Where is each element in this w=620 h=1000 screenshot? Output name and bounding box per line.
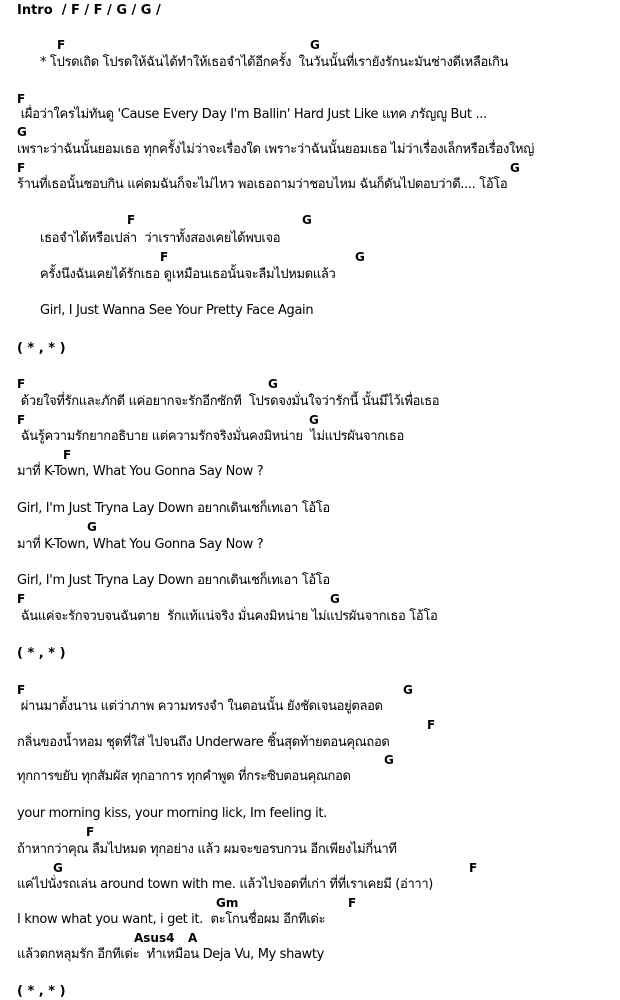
lyric-line: มาที่ K-Town, What You Gonna Say Now ? <box>17 537 264 552</box>
chord-g: G <box>309 413 319 427</box>
chord-g: G <box>268 377 278 391</box>
lyric-line: แล้วตกหลุมรัก อีกทีเด่ะ ทำเหมือน Deja Vu, My shawty <box>17 947 324 962</box>
chord-g: G <box>302 213 312 227</box>
lyric-line: ผ่านมาตั้งนาน แต่ว่าภาพ ความทรงจำ ในตอนนั้น ยังชัดเจนอยู่ตลอด <box>17 699 383 714</box>
chord-g: G <box>330 592 340 606</box>
chord-f: F <box>427 718 436 732</box>
chord-f: F <box>127 213 136 227</box>
lyric-line: ด้วยใจที่รักและภักดี แค่อยากจะรักอีกซักที โปรดจงมั่นใจว่ารักนี้ นั้นมีไว้เพื่อเธอ <box>17 394 440 409</box>
lyric-line: เผื่อว่าใครไม่ทันดู 'Cause Every Day I'm Ballin' Hard Just Like แทค ภรัญญู But ... <box>17 107 487 122</box>
chord-f: F <box>57 38 66 52</box>
chord-gm: Gm <box>216 896 239 910</box>
chord-asus4: Asus4 <box>134 931 175 945</box>
chord-g: G <box>53 861 63 875</box>
lyric-line: I know what you want, i get it. ตะโกนชื่อผม อีกทีเด่ะ <box>17 912 326 927</box>
chorus-repeat-marker: ( * , * ) <box>17 646 66 661</box>
chord-f: F <box>348 896 357 910</box>
intro-line: Intro / F / F / G / G / <box>17 3 161 18</box>
chord-g: G <box>384 753 394 767</box>
lyric-line: ฉันแค่จะรักจวบจนฉันตาย รักแท้แน่จริง มั่นคงมิหน่าย ไม่แปรผันจากเธอ โอ้โอ <box>17 609 438 624</box>
lyric-line: ฉันรู้ความรักยากอธิบาย แต่ความรักจริงมั่นคงมิหน่าย ไม่แปรผันจากเธอ <box>17 429 404 444</box>
chord-f: F <box>17 683 26 697</box>
chord-f: F <box>160 250 169 264</box>
lyric-line: * โปรดเถิด โปรดให้ฉันได้ทำให้เธอจำได้อีกครั้ง ในวันนั้นที่เรายังรักนะมันช่างดีเหลือเกิน <box>40 55 509 70</box>
lyric-line: มาที่ K-Town, What You Gonna Say Now ? <box>17 464 264 479</box>
chord-f: F <box>17 377 26 391</box>
lyric-line: เธอจำได้หรือเปล่า ว่าเราทั้งสองเคยได้พบเจอ <box>40 231 281 246</box>
chord-f: F <box>17 413 26 427</box>
lyric-line: Girl, I'm Just Tryna Lay Down อยากเดินเชก็เทเอา โอ้โอ <box>17 573 330 588</box>
chord-f: F <box>17 92 26 106</box>
lyric-line: ทุกการขยับ ทุกสัมผัส ทุกอาการ ทุกคำพูด ที่กระซิบตอนคุณกอด <box>17 769 351 784</box>
lyric-line: Girl, I Just Wanna See Your Pretty Face Again <box>40 303 314 318</box>
lyric-line: ถ้าหากว่าคุณ ลืมไปหมด ทุกอย่าง แล้ว ผมจะขอรบกวน อีกเพียงไม่กี่นาที <box>17 842 397 857</box>
lyric-line: Girl, I'm Just Tryna Lay Down อยากเดินเชก็เทเอา โอ้โอ <box>17 501 330 516</box>
chord-g: G <box>355 250 365 264</box>
lyric-line: เพราะว่าฉันนั้นยอมเธอ ทุกครั้งไม่ว่าจะเรื่องใด เพราะว่าฉันนั้นยอมเธอ ไม่ว่าเรื่องเล็กหรือเรื่องใหญ่ <box>17 142 534 157</box>
lyric-line: your morning kiss, your morning lick, Im feeling it. <box>17 806 327 821</box>
chorus-repeat-marker: ( * , * ) <box>17 341 66 356</box>
chord-a: A <box>188 931 198 945</box>
chord-g: G <box>403 683 413 697</box>
lyric-line: ร้านที่เธอนั้นชอบกิน แค่ดมฉันก็จะไม่ไหว พอเธอถามว่าชอบไหม ฉันก็ดันไปตอบว่าดี.... โอ้โอ <box>17 177 508 192</box>
lyric-line: ครั้งนึงฉันเคยได้รักเธอ ดูเหมือนเธอนั้นจะลืมไปหมดแล้ว <box>40 267 336 282</box>
chord-f: F <box>17 592 26 606</box>
lyric-line: แค่ไปนั่งรถเล่น around town with me. แล้วไปจอดที่เก่า ที่ที่เราเคยมี (อ่าาา) <box>17 877 434 892</box>
chorus-repeat-marker: ( * , * ) <box>17 984 66 999</box>
chord-f: F <box>17 161 26 175</box>
chord-g: G <box>17 125 27 139</box>
chord-g: G <box>310 38 320 52</box>
chord-g: G <box>87 520 97 534</box>
chord-f: F <box>469 861 478 875</box>
chord-g: G <box>510 161 520 175</box>
lyric-line: กลิ่นของน้ำหอม ชุดที่ใส่ ไปจนถึง Underware ชิ้นสุดท้ายตอนคุณถอด <box>17 735 390 750</box>
chord-f: F <box>63 448 72 462</box>
chord-f: F <box>86 825 95 839</box>
